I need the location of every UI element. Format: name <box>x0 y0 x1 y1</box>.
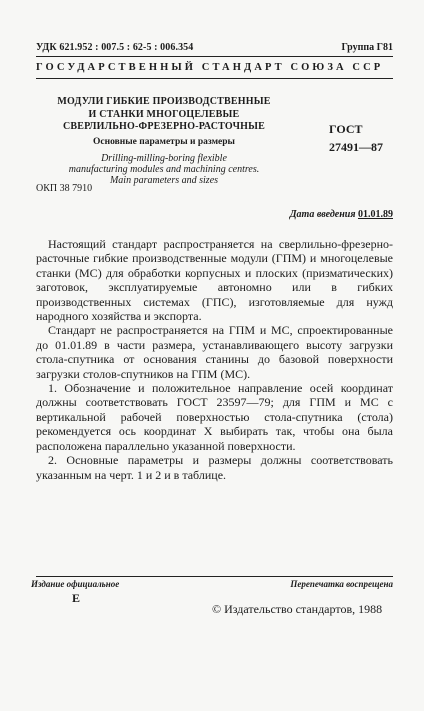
english-title-line-2: manufacturing modules and machining centres. <box>68 164 260 175</box>
title-line-1: МОДУЛИ ГИБКИЕ ПРОИЗВОДСТВЕННЫЕ <box>57 96 271 107</box>
standard-rule <box>36 78 393 79</box>
top-rule <box>36 56 393 57</box>
gost-number: 27491—87 <box>329 140 383 154</box>
effective-date-label: Дата введения <box>289 209 356 220</box>
group-code: Группа Г81 <box>341 42 393 53</box>
document-body <box>36 237 393 482</box>
english-title <box>46 153 282 186</box>
copyright-notice: © Издательство стандартов, 1988 <box>212 602 383 616</box>
paragraph-exclusion: Стандарт не распространяется на ГПМ и МС, спроектированные до 01.01.89 в части размера, устанавливающего высоту загрузки стола-спутника от основания станины до базовой поверхности загрузки столов-спутников на ГПМ (МС). <box>36 323 393 381</box>
paragraph-scope: Настоящий стандарт распространяется на сверлильно-фрезерно-расточные гибкие производственные модули (ГПМ) и многоцелевые станки (МС) для обработки корпусных и плоских (призматических) заготовок, эксплуатируемые автономно или в гибких производственных системах (ГПС), изготовляемые для нужд народного хозяйства и экспорта. <box>36 237 393 324</box>
edition-label: Издание официальное <box>31 579 120 589</box>
edition-mark: Е <box>72 591 81 605</box>
title-line-2: И СТАНКИ МНОГОЦЕЛЕВЫЕ <box>88 108 240 120</box>
document-subtitle: Основные параметры и размеры <box>93 137 235 147</box>
effective-date <box>290 209 393 220</box>
gost-label: ГОСТ <box>329 122 363 136</box>
gost-designation <box>329 120 383 156</box>
english-title-line-1: Drilling-milling-boring flexible <box>101 153 227 164</box>
okp-code: ОКП 38 7910 <box>36 183 93 194</box>
title-line-3: СВЕРЛИЛЬНО-ФРЕЗЕРНО-РАСТОЧНЫЕ <box>62 121 266 132</box>
english-title-line-3: Main parameters and sizes <box>109 175 219 186</box>
udk-code: УДК 621.952 : 007.5 : 62-5 : 006.354 <box>36 42 194 53</box>
document-title <box>46 96 282 134</box>
standard-name: ГОСУДАРСТВЕННЫЙ СТАНДАРТ СОЮЗА ССР <box>36 62 384 73</box>
effective-date-value: 01.01.89 <box>358 209 393 220</box>
reprint-notice: Перепечатка воспрещена <box>290 579 393 589</box>
paragraph-parameters: 2. Основные параметры и размеры должны соответствовать указанным на черт. 1 и 2 и в таблице. <box>36 453 393 482</box>
footer-rule <box>36 576 393 577</box>
paragraph-coordinates: 1. Обозначение и положительное направление осей координат должны соответствовать ГОСТ 23597—79; для ГПМ и МС с вертикальной рабочей поверхностью стола-спутника (стола) рекомендуется ось координат X выбирать так, чтобы она была расположена параллельно указанной поверхности. <box>36 381 393 453</box>
